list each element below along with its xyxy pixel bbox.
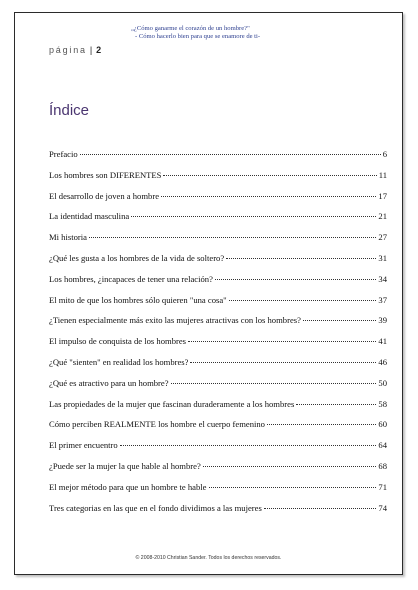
- header-title: „¿Cómo ganarme el corazón de un hombre?": [131, 25, 250, 32]
- toc-entry[interactable]: [49, 336, 387, 357]
- toc-entry-title: Tres categorias en las que en el fondo dividimos a las mujeres: [49, 502, 262, 513]
- toc-entry-title: ¿Qué "sienten" en realidad los hombres?: [49, 356, 189, 367]
- copyright-footer: © 2008-2010 Christian Sander. Todos los derechos reservados.: [135, 555, 282, 561]
- dot-leader: [163, 175, 376, 176]
- toc-entry[interactable]: [49, 440, 387, 461]
- toc-entry-title: El mito de que los hombres sólo quieren "una cosa": [49, 294, 227, 305]
- toc-entry-title: ¿Qué les gusta a los hombres de la vida de soltero?: [49, 252, 225, 263]
- dot-leader: [209, 487, 377, 488]
- dot-leader: [89, 237, 376, 238]
- toc-entry[interactable]: [49, 211, 387, 232]
- toc-entry-title: El impulso de conquista de los hombres: [49, 336, 187, 347]
- dot-leader: [267, 424, 376, 425]
- toc-entry[interactable]: [49, 482, 387, 503]
- toc-entry[interactable]: [49, 378, 387, 399]
- toc-entry-page: 64: [378, 440, 387, 451]
- toc-entry-title: La identidad masculina: [49, 211, 130, 222]
- toc-entry[interactable]: [49, 253, 387, 274]
- toc-entry[interactable]: [49, 274, 387, 295]
- toc-entry-page: 37: [378, 294, 387, 305]
- toc-entry-title: El desarrollo de joven a hombre: [49, 190, 160, 201]
- toc-entry-title: Los hombres, ¿incapaces de tener una relación?: [49, 273, 213, 284]
- toc-entry-page: 50: [378, 377, 387, 388]
- toc-entry-title: Mi historia: [49, 232, 87, 243]
- dot-leader: [303, 320, 376, 321]
- toc-entry-page: 46: [378, 356, 387, 367]
- toc-entry-page: 31: [378, 252, 387, 263]
- dot-leader: [226, 258, 376, 259]
- dot-leader: [120, 445, 377, 446]
- page-number-block: [49, 45, 101, 55]
- toc-entry[interactable]: [49, 503, 387, 524]
- toc-entry-title: ¿Puede ser la mujer la que hable al hombre?: [49, 460, 201, 471]
- toc-entry[interactable]: [49, 357, 387, 378]
- dot-leader: [171, 383, 377, 384]
- dot-leader: [190, 362, 376, 363]
- toc-heading: Índice: [49, 102, 90, 119]
- toc-entry-page: 27: [378, 232, 387, 243]
- page-word: página: [49, 45, 87, 55]
- dot-leader: [80, 154, 381, 155]
- dot-leader: [215, 279, 376, 280]
- toc-list: [49, 149, 387, 523]
- toc-entry-page: 71: [378, 481, 387, 492]
- toc-entry-title: Los hombres son DIFERENTES: [49, 169, 162, 180]
- dot-leader: [161, 196, 376, 197]
- page-separator: |: [89, 45, 93, 55]
- toc-entry-title: Cómo perciben REALMENTE los hombre el cuerpo femenino: [49, 419, 265, 430]
- toc-entry[interactable]: [49, 149, 387, 170]
- toc-entry-page: 34: [378, 273, 387, 284]
- toc-entry[interactable]: [49, 419, 387, 440]
- dot-leader: [188, 341, 376, 342]
- toc-entry-page: 68: [378, 460, 387, 471]
- document-page: [14, 12, 403, 575]
- toc-entry-page: 60: [378, 419, 387, 430]
- toc-entry-page: 41: [378, 336, 387, 347]
- toc-entry[interactable]: [49, 461, 387, 482]
- toc-entry-page: 21: [378, 211, 387, 222]
- toc-entry-title: El primer encuentro: [49, 440, 118, 451]
- toc-entry-title: Prefacio: [49, 149, 78, 159]
- toc-entry-title: El mejor método para que un hombre te hable: [49, 481, 207, 492]
- toc-entry[interactable]: [49, 315, 387, 336]
- toc-entry-page: 39: [378, 315, 387, 326]
- toc-entry[interactable]: [49, 232, 387, 253]
- toc-entry-title: Las propiedades de la mujer que fascinan duraderamente a los hombres: [49, 398, 295, 409]
- toc-entry[interactable]: [49, 191, 387, 212]
- dot-leader: [203, 466, 377, 467]
- toc-entry-page: 6: [382, 149, 387, 159]
- toc-entry[interactable]: [49, 399, 387, 420]
- running-header: [131, 25, 301, 40]
- toc-entry[interactable]: [49, 170, 387, 191]
- dot-leader: [229, 300, 377, 301]
- header-subtitle: - Cómo hacerlo bien para que se enamore de ti-: [135, 32, 261, 40]
- toc-entry-page: 17: [378, 190, 387, 201]
- dot-leader: [296, 404, 376, 405]
- toc-entry[interactable]: [49, 295, 387, 316]
- toc-entry-page: 58: [378, 398, 387, 409]
- page-number: 2: [96, 45, 102, 55]
- toc-entry-page: 11: [378, 169, 387, 180]
- toc-entry-title: ¿Tienen especialmente más exito las mujeres atractivas con los hombres?: [49, 315, 301, 326]
- toc-entry-title: ¿Qué es atractivo para un hombre?: [49, 377, 169, 388]
- dot-leader: [131, 216, 376, 217]
- toc-entry-page: 74: [378, 502, 387, 513]
- dot-leader: [264, 508, 377, 509]
